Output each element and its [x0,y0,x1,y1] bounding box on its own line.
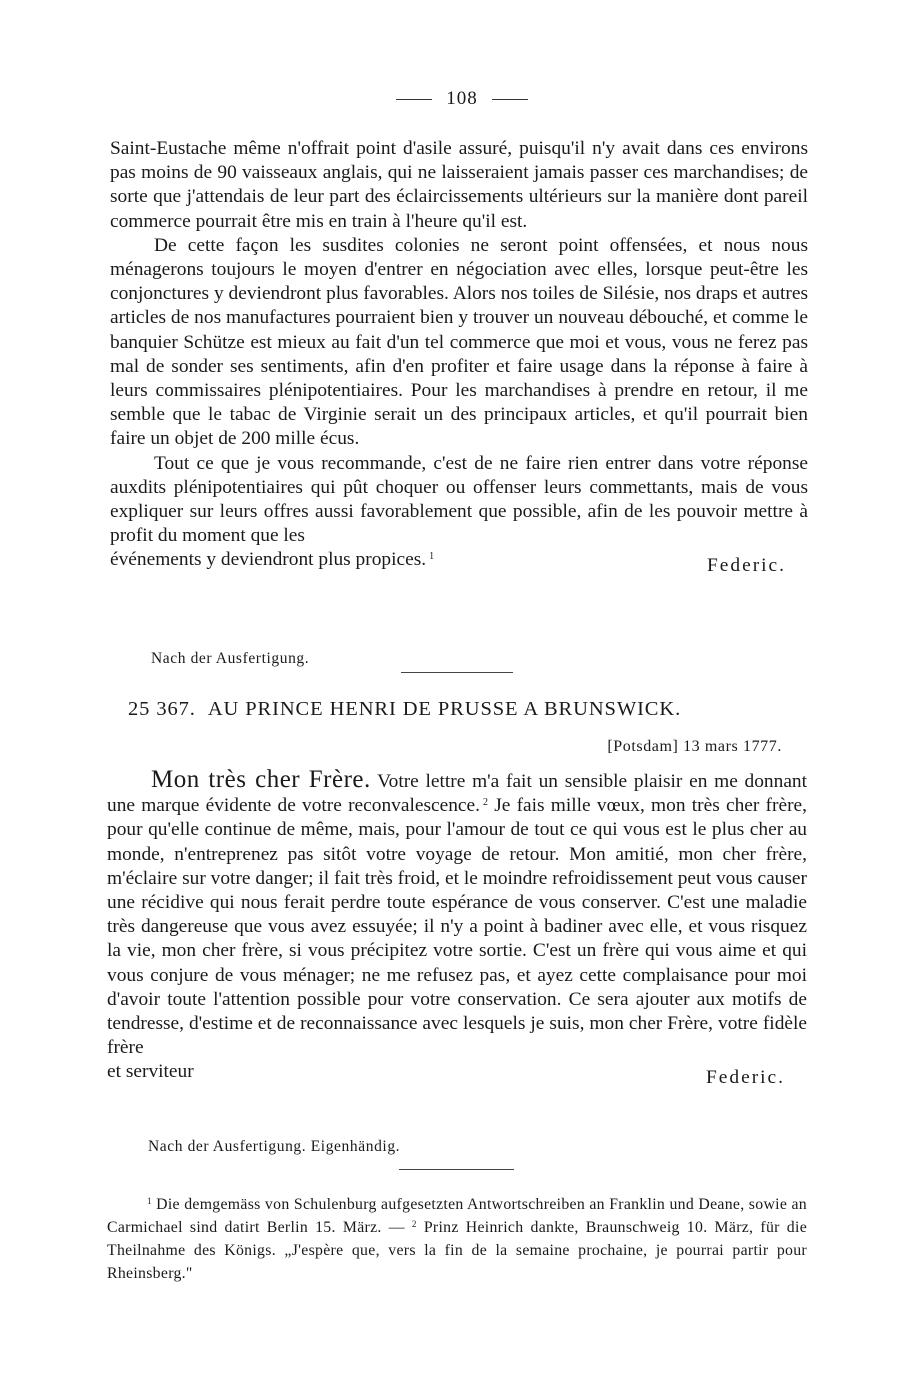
footnote-mark: 1 [147,1196,152,1206]
paragraph: Tout ce que je vous recommande, c'est de ne faire rien entrer dans votre réponse auxdits plénipotentiaires qui pût choquer ou offenser leurs commettants, mais de vous expliquer sur leurs offres aussi favorablement que possible, afin de les pouvoir mettre à profit du moment que les [110,452,808,547]
source-note: Nach der Ausfertigung. [151,650,310,667]
signature: Federic. [706,1067,785,1089]
previous-letter-closing [110,548,808,577]
source-note: Nach der Ausfertigung. Eigenhändig. [148,1138,401,1155]
footnote-divider [399,1169,514,1170]
letter-dateline: [Potsdam] 13 mars 1777. [607,738,782,755]
letter-body [107,766,808,1089]
footnote: $^1$ Die demgemäss von Schulenburg aufgesetzten Antwortschreiben an Franklin und Deane, sowie an Carmichael sind datirt Berlin 15. März. — $^2$ Prinz Heinrich dankte, Braunschweig 10. März, für die Theilnahme des Königs. „J'espère que, vers la fin de la semaine prochaine, je pourrai partir pour Rheinsberg." [107,1196,808,1282]
section-divider [401,672,513,673]
salutation: Mon très cher Frère. [151,766,371,793]
closing-text: et serviteur [107,1061,194,1083]
paragraph: Saint-Eustache même n'offrait point d'asile assuré, puisqu'il n'y avait dans ces environs pas moins de 90 vaisseaux anglais, qui ne laisseraient jamais passer ces marchandises; de sorte que j'attendais de leur part des éclaircissements ultérieurs sur la manière dont pareil commerce pourrait être mis en train à l'heure qu'il est. [110,138,808,232]
footnotes [107,1193,807,1285]
closing-text: événements y deviendront plus propices. $^1$ [110,549,435,571]
page-number-dash-right [492,99,528,100]
footnote-mark: 2 [411,1219,417,1229]
letter-title: AU PRINCE HENRI DE PRUSSE A BRUNSWICK. [207,698,682,720]
letter-closing [107,1060,807,1089]
letter-number: 25 367. [128,698,196,720]
footnote-mark: 1 [429,551,435,563]
paragraph: De cette façon les susdites colonies ne seront point offensées, et nous nous ménagerons toujours le moyen d'entrer en négociation avec elles, lorsque peut-être les conjonctures y deviendront plus favorables. Alors nos toiles de Silésie, nos draps et autres articles de nos manufactures pourraient bien y trouver un nouveau débouché, et comme le banquier Schütze est mieux au fait d'un tel commerce que moi et vous, vous ne ferez pas mal de sonder ses sentiments, afin d'en profiter et faire usage dans la réponse à faire à leurs commissaires plénipotentiaires. Pour les marchandises à prendre en retour, il me semble que le tabac de Virginie serait un des principaux articles, et qu'il pourrait bien faire un objet de 200 mille écus. [110,234,808,450]
signature: Federic. [707,555,786,577]
page-number [0,88,900,110]
previous-letter-body [110,137,808,577]
footnote-mark: 2 [482,797,488,809]
paragraph: Mon très cher Frère. Votre lettre m'a fait un sensible plaisir en me donnant une marque évidente de votre reconvalescence. $^2$ Je fais mille vœux, mon très cher frère, pour qu'elle continue de même, mais, pour l'amour de tout ce qui vous est le plus cher au monde, n'entreprenez pas sitôt votre voyage de retour. Mon amitié, mon cher frère, m'éclaire sur votre danger; il fait très froid, et le moindre refroidissement peut vous causer une récidive qui nous ferait perdre toute espérance de vous conserver. C'est une maladie très dangereuse que vous avez essuyée; il n'y a point à badiner avec elle, et vous risquez la vie, mon cher frère, si vous précipitez votre sortie. C'est un frère qui vous aime et qui vous conjure de vous ménager; ne me refusez pas, et ayez cette complaisance pour moi d'avoir toute l'attention possible pour votre conservation. Ce sera ajouter aux motifs de tendresse, d'estime et de reconnaissance avec lesquels je suis, mon cher Frère, votre fidèle frère [107,766,808,1059]
letter-heading [128,698,681,721]
page-number-dash-left [396,99,432,100]
page-number-text: 108 [446,88,478,109]
